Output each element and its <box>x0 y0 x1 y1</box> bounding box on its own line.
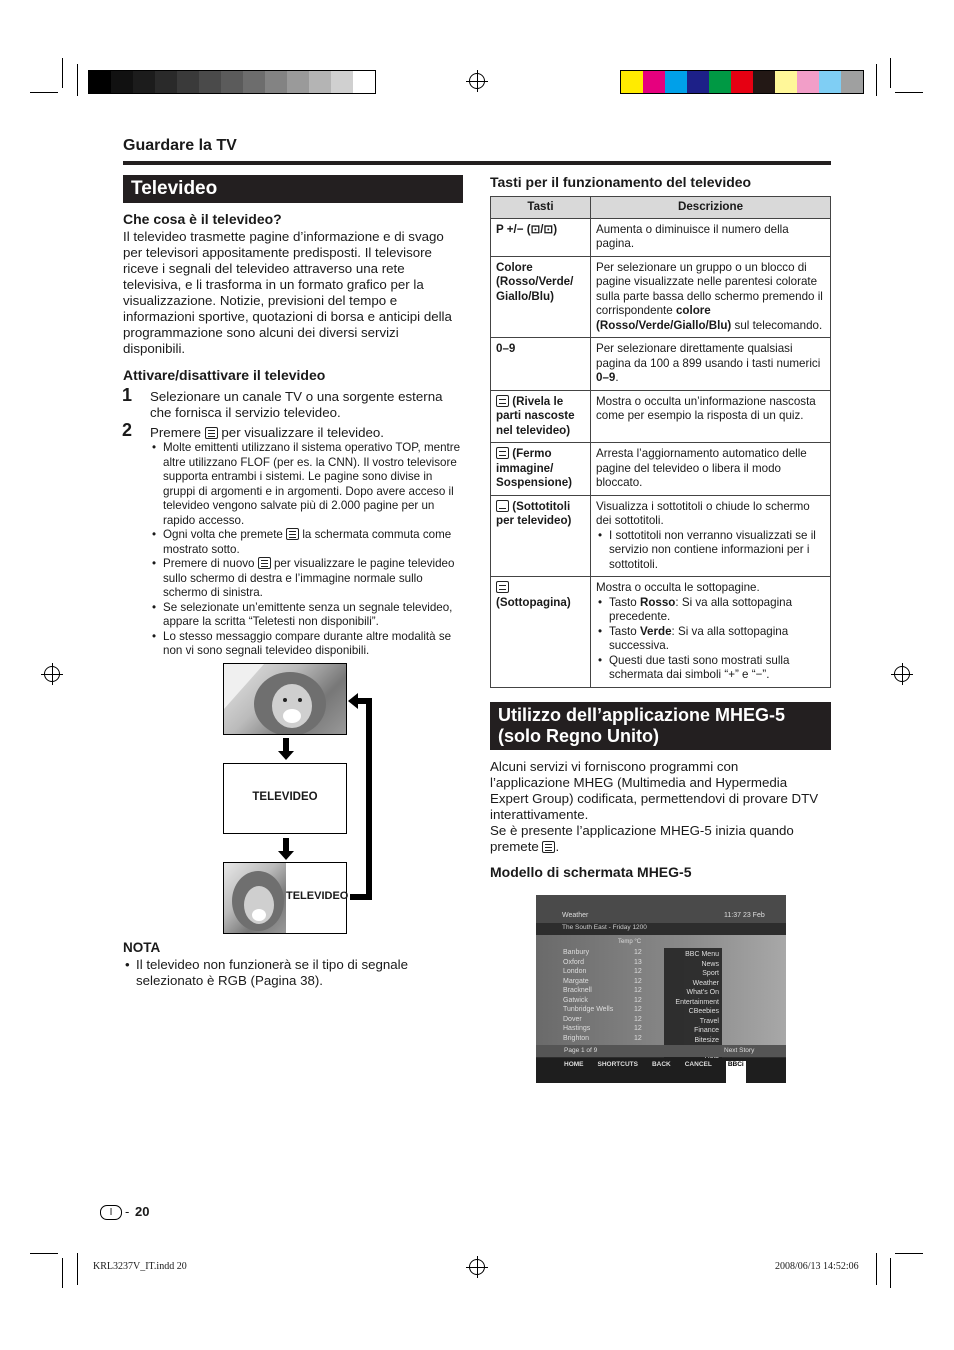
mheg-model-title: Modello di schermata MHEG-5 <box>490 864 692 880</box>
section-header: Guardare la TV <box>123 137 237 154</box>
desc-cell: Aumenta o diminuisce il numero della pagina. <box>591 218 831 256</box>
step-1-text: Selezionare un canale TV o una sorgente esterna che fornisca il servizio televideo. <box>150 389 443 420</box>
mheg-banner-line2: (solo Regno Unito) <box>498 726 659 746</box>
grayscale-bar <box>88 70 376 94</box>
bbc-menu: BBC Menu News Sport Weather What's On Entertainment CBeebies Travel Finance Bitesize <box>664 948 722 1066</box>
step-1-number: 1 <box>122 385 133 405</box>
bullet-split: • Premere di nuovo per visualizzare le pagine televideo sullo schermo di destra e l’immagine normale sullo schermo di sinistra. <box>150 557 462 601</box>
key-cell: (Sottotitoli per televideo) <box>491 495 591 577</box>
step-2-text <box>150 425 460 441</box>
note-list <box>123 957 458 989</box>
key-cell: 0–9 <box>491 338 591 391</box>
subtitle-icon <box>496 500 509 512</box>
tv-teletext-screen <box>223 763 347 834</box>
crop-mark <box>890 58 891 88</box>
table-row <box>491 390 831 443</box>
step-2-number: 2 <box>122 420 133 440</box>
table-title: Tasti per il funzionamento del televideo <box>490 174 752 190</box>
arrow-down-icon <box>283 738 289 752</box>
return-arrow-line <box>366 698 372 900</box>
mheg-text-1: Alcuni servizi vi forniscono programmi con l’applicazione MHEG (Multimedia and Hypermedia Expert Group) codificata, permettendovi di provare DTV interattivamente. <box>490 759 819 822</box>
crop-mark <box>890 1258 891 1288</box>
crop-mark <box>895 92 923 93</box>
table-row <box>491 256 831 338</box>
table-row <box>491 577 831 688</box>
teletext-button-icon <box>258 557 271 569</box>
split-picture <box>224 863 286 933</box>
mheg-screen <box>536 895 786 1083</box>
key-cell: (Sottopagina) <box>491 577 591 688</box>
registration-mark <box>469 1259 485 1275</box>
keys-table <box>490 196 831 688</box>
key-cell: P +/− (⊡/⊡) <box>491 218 591 256</box>
tv-picture-lion <box>223 663 347 735</box>
reveal-icon <box>496 395 509 407</box>
desc-cell: Mostra o occulta un’informazione nascosta come per esempio la risposta di un quiz. <box>591 390 831 443</box>
registration-mark <box>469 73 485 89</box>
desc-cell: Arresta l’aggiornamento automatico delle pagine del televideo o libera il modo bloccato. <box>591 443 831 496</box>
header-rule <box>123 161 831 165</box>
hold-icon <box>496 447 509 459</box>
bullet-no-signal: • Se selezionate un’emittente senza un segnale televideo, appare la scritta “Teletesti non disponibili”. <box>150 601 462 630</box>
teletext-button-icon <box>542 841 555 853</box>
registration-mark <box>894 666 910 682</box>
tv-split-screen <box>223 862 347 934</box>
towns-list: Banbury Oxford London Margate Bracknell Gatwick Tunbridge Wells Dover Hastings Brighton <box>563 949 614 1042</box>
return-arrow-line <box>356 698 372 704</box>
key-cell: (Rivela le parti nascoste nel televideo) <box>491 390 591 443</box>
key-cell: Colore (Rosso/Verde/ Giallo/Blu) <box>491 256 591 338</box>
mheg-banner <box>490 702 831 750</box>
note-title: NOTA <box>123 940 161 955</box>
table-row <box>491 338 831 391</box>
crop-mark <box>77 1253 78 1285</box>
teletext-button-icon <box>205 427 218 439</box>
crop-mark <box>30 92 58 93</box>
mheg-bottom-bar: HOME SHORTCUTS BACK CANCEL BBCi <box>536 1058 786 1083</box>
crop-mark <box>876 64 877 96</box>
temp-header: Temp °C <box>618 939 642 945</box>
mheg-text: Alcuni servizi vi forniscono programmi con l’applicazione MHEG (Multimedia and Hypermedia Expert Group) codificata, permettendovi di provare DTV interattivamente. Se è presente l’applicazione MHEG-5 inizia quando premete . <box>490 759 819 854</box>
step-2-pre: Premere <box>150 425 201 440</box>
screen-title: Weather <box>562 912 589 919</box>
file-info: KRL3237V_IT.indd 20 <box>93 1261 187 1272</box>
crop-mark <box>895 1253 923 1254</box>
page-indicator: Page 1 of 9 <box>564 1047 598 1054</box>
crop-mark <box>77 64 78 96</box>
return-arrow-line <box>350 894 372 900</box>
split-teletext-label: TELEVIDEO <box>286 890 349 902</box>
table-row <box>491 218 831 256</box>
crop-mark <box>876 1253 877 1285</box>
televideo-banner: Televideo <box>123 175 463 203</box>
date-info: 2008/06/13 14:52:06 <box>775 1261 859 1272</box>
crop-mark <box>30 1253 58 1254</box>
desc-cell: Visualizza i sottotitoli o chiude lo schermo dei sottotitoli. • I sottotitoli non verranno visualizzati se il servizio non contiene informazioni per i sottotitoli. <box>591 495 831 577</box>
table-row <box>491 443 831 496</box>
onoff-title: Attivare/disattivare il televideo <box>123 367 326 383</box>
screen-subtitle: The South East - Friday 1200 <box>562 924 647 931</box>
step-2-post: per visualizzare il televideo. <box>221 425 385 440</box>
desc-cell: Mostra o occulta le sottopagine. • Tasto Rosso: Si va alla sottopagina precedente. • Tasto Verde: Si va alla sottopagina successiva. • Questi due tasti sono mostrati sulla schermata dai simboli “+” e “−”. <box>591 577 831 688</box>
crop-mark <box>62 1258 63 1288</box>
step-2-bullets <box>150 441 462 659</box>
arrow-down-icon <box>283 838 289 852</box>
desc-cell: Per selezionare un gruppo o un blocco di pagine visualizzate nelle parentesi colorate sulla parte bassa dello schermo premendo il corrispondente colore (Rosso/Verde/Giallo/Blu) sul telecomando. <box>591 256 831 338</box>
registration-mark <box>44 666 60 682</box>
bullet-switch: • Ogni volta che premete la schermata commuta come mostrato sotto. <box>150 528 462 557</box>
language-badge: I <box>100 1205 122 1220</box>
color-bar <box>620 70 864 94</box>
bullet-top-flof: • Molte emittenti utilizzano il sistema operativo TOP, mentre altre utilizzano FLOF (per es. la CNN). Il vostro televisore supporta entrambi i sistemi. Le pagine sono divise in gruppi di argomenti e in argomenti. Dopo avere acceso il televideo vengono salvate più di 2.000 pagine per un rapido accesso. <box>150 441 462 528</box>
teletext-label: TELEVIDEO <box>252 791 318 803</box>
page-number: 20 <box>135 1204 150 1219</box>
teletext-button-icon <box>286 528 299 540</box>
note-text: • Il televideo non funzionerà se il tipo di segnale selezionato è RGB (Pagina 38). <box>123 957 458 989</box>
what-title: Che cosa è il televideo? <box>123 211 282 227</box>
screen-time: 11:37 23 Feb <box>724 912 765 919</box>
what-text: Il televideo trasmette pagine d’informazione e di svago per televisori appositamente predisposti. Il televisore riceve i segnali del televideo attraverso una rete televisiva, e li trasforma in un formato grafico per la visualizzazione. Notizie, previsioni del tempo e informazioni sportive, quotazioni di borsa e anticipi della programmazione sono alcuni dei diversi servizi disponibili. <box>123 229 452 356</box>
key-cell: (Fermo immagine/ Sospensione) <box>491 443 591 496</box>
col-header-keys: Tasti <box>491 197 591 219</box>
mheg-text-2: Se è presente l’applicazione MHEG-5 inizia quando premete <box>490 823 794 854</box>
crop-mark <box>62 58 63 88</box>
subpage-icon <box>496 581 509 593</box>
next-story: Next Story <box>724 1047 755 1054</box>
mheg-banner-line1: Utilizzo dell’applicazione MHEG-5 <box>498 705 786 725</box>
temps-list: 12 13 12 12 12 12 12 12 12 12 <box>634 949 642 1042</box>
table-row <box>491 495 831 577</box>
bullet-other-modes: • Lo stesso messaggio compare durante altre modalità se non vi sono segnali televideo disponibili. <box>150 630 462 659</box>
desc-cell: Per selezionare direttamente qualsiasi pagina da 100 a 899 usando i tasti numerici 0–9. <box>591 338 831 391</box>
col-header-desc: Descrizione <box>591 197 831 219</box>
arrow-left-icon <box>348 693 358 709</box>
